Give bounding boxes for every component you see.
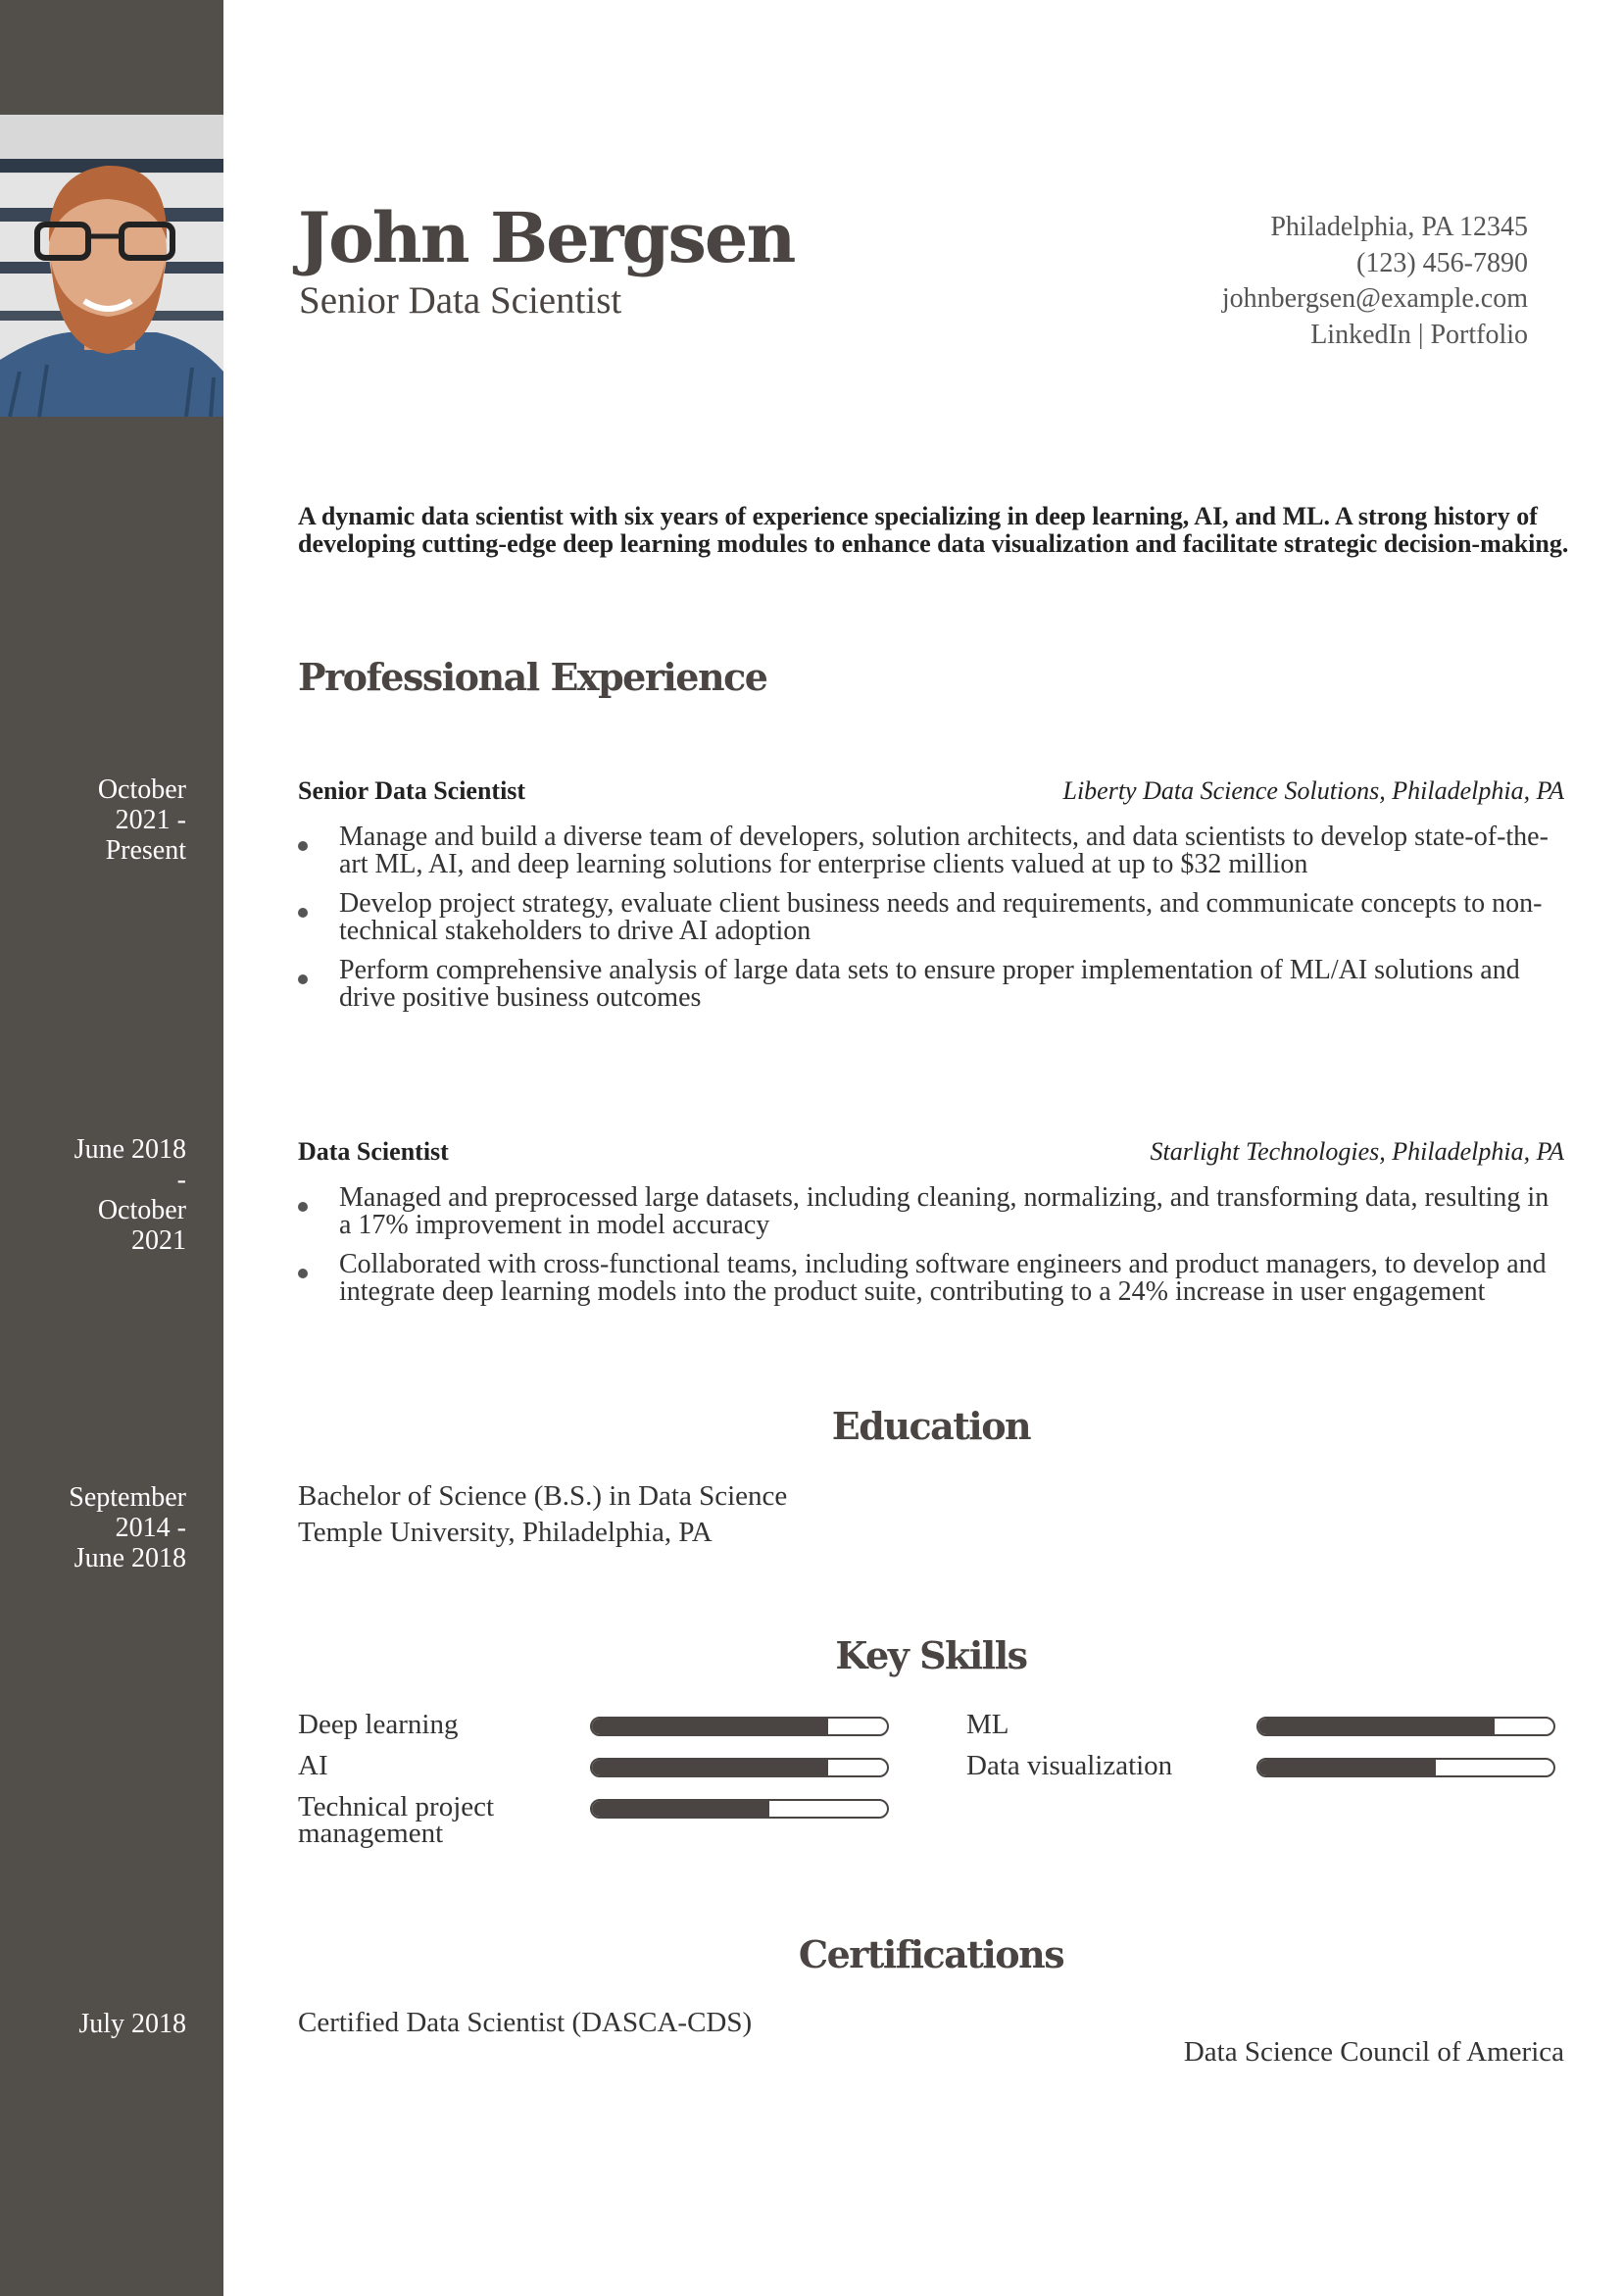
certification-name: Certified Data Scientist (DASCA-CDS) [298, 2007, 753, 2038]
phone: (123) 456-7890 [1356, 247, 1528, 278]
skill-label: ML [966, 1709, 1009, 1740]
skill-bar [590, 1758, 889, 1777]
date-line: 2014 - [115, 1513, 186, 1543]
job-2-bullets [298, 1184, 1564, 1306]
skill-bar-fill [592, 1760, 828, 1775]
bullet-icon [298, 908, 308, 918]
list-item: Develop project strategy, evaluate client business needs and requirements, and communicate concepts to non-technical stakeholders to drive AI adoption [298, 890, 1564, 945]
list-item: Perform comprehensive analysis of large data sets to ensure proper implementation of ML/AI solutions and drive positive business outcomes [298, 957, 1564, 1012]
skill-bar-fill [592, 1719, 828, 1734]
date-line: October [97, 774, 186, 805]
skill-bar [1256, 1717, 1555, 1736]
date-line: Present [105, 835, 186, 866]
bullet-icon [298, 974, 308, 984]
skill-bar [590, 1799, 889, 1819]
email[interactable]: johnbergsen@example.com [1221, 283, 1528, 314]
list-item: Managed and preprocessed large datasets, including cleaning, normalizing, and transforming data, resulting in a 17% improvement in model accuracy [298, 1184, 1564, 1239]
job-title: Senior Data Scientist [299, 279, 622, 322]
profile-photo [0, 115, 223, 417]
job-2-dates [29, 1134, 186, 1256]
certification-issuer: Data Science Council of America [1183, 2036, 1564, 2068]
job-2-role: Data Scientist [298, 1137, 449, 1166]
link-separator: | [1417, 319, 1424, 350]
date-line: June 2018 [74, 1134, 186, 1165]
skills-heading: Key Skills [835, 1633, 1027, 1677]
date-line: - [176, 1165, 186, 1195]
linkedin-link[interactable]: LinkedIn [1310, 319, 1411, 350]
bullet-icon [298, 841, 308, 851]
skill-bar [1256, 1758, 1555, 1777]
date-line: 2021 - [115, 805, 186, 835]
job-2-company: Starlight Technologies, Philadelphia, PA [1150, 1137, 1564, 1166]
date-line: October [97, 1195, 186, 1225]
skill-bar-fill [1258, 1719, 1495, 1734]
list-item: Collaborated with cross-functional teams, including software engineers and product managers, to develop and integrate deep learning models into the product suite, contributing to a 24% increase in user engagement [298, 1251, 1564, 1306]
profile-links [1222, 318, 1528, 354]
address: Philadelphia, PA 12345 [1270, 212, 1528, 242]
portfolio-link[interactable]: Portfolio [1430, 319, 1528, 350]
education-dates [29, 1482, 186, 1573]
skill-bar [590, 1717, 889, 1736]
bullet-icon [298, 1269, 308, 1278]
job-1-bullets [298, 824, 1564, 1012]
skill-label: Technical project management [298, 1791, 495, 1849]
date-line: September [69, 1482, 186, 1513]
degree: Bachelor of Science (B.S.) in Data Science [298, 1480, 788, 1512]
skill-bar-fill [592, 1801, 769, 1817]
professional-summary: A dynamic data scientist with six years of experience specializing in deep learning, AI, and ML. A strong history of developing cutting-edge deep learning modules to enhance data visualization and facilitate strategic decision-making. [298, 502, 1569, 558]
skill-label: Data visualization [966, 1750, 1173, 1781]
date-line: June 2018 [74, 1543, 186, 1573]
bullet-icon [298, 1202, 308, 1212]
job-1-company: Liberty Data Science Solutions, Philadelphia, PA [1062, 776, 1564, 805]
date-line: July 2018 [78, 2009, 186, 2039]
job-1-role: Senior Data Scientist [298, 776, 526, 805]
skill-bar-fill [1258, 1760, 1436, 1775]
list-item: Manage and build a diverse team of developers, solution architects, and data scientists to develop state-of-the-art ML, AI, and deep learning solutions for enterprise clients valued at up to $32 million [298, 824, 1564, 878]
skill-label: Deep learning [298, 1709, 459, 1740]
certifications-heading: Certifications [798, 1932, 1064, 1976]
applicant-name: John Bergsen [298, 197, 795, 278]
experience-heading: Professional Experience [298, 655, 767, 699]
school: Temple University, Philadelphia, PA [298, 1517, 713, 1548]
contact-block [1222, 210, 1528, 353]
date-line: 2021 [131, 1225, 186, 1256]
job-1-dates [29, 774, 186, 866]
education-heading: Education [831, 1404, 1031, 1448]
certification-date [29, 2009, 186, 2039]
skill-label: AI [298, 1750, 328, 1781]
